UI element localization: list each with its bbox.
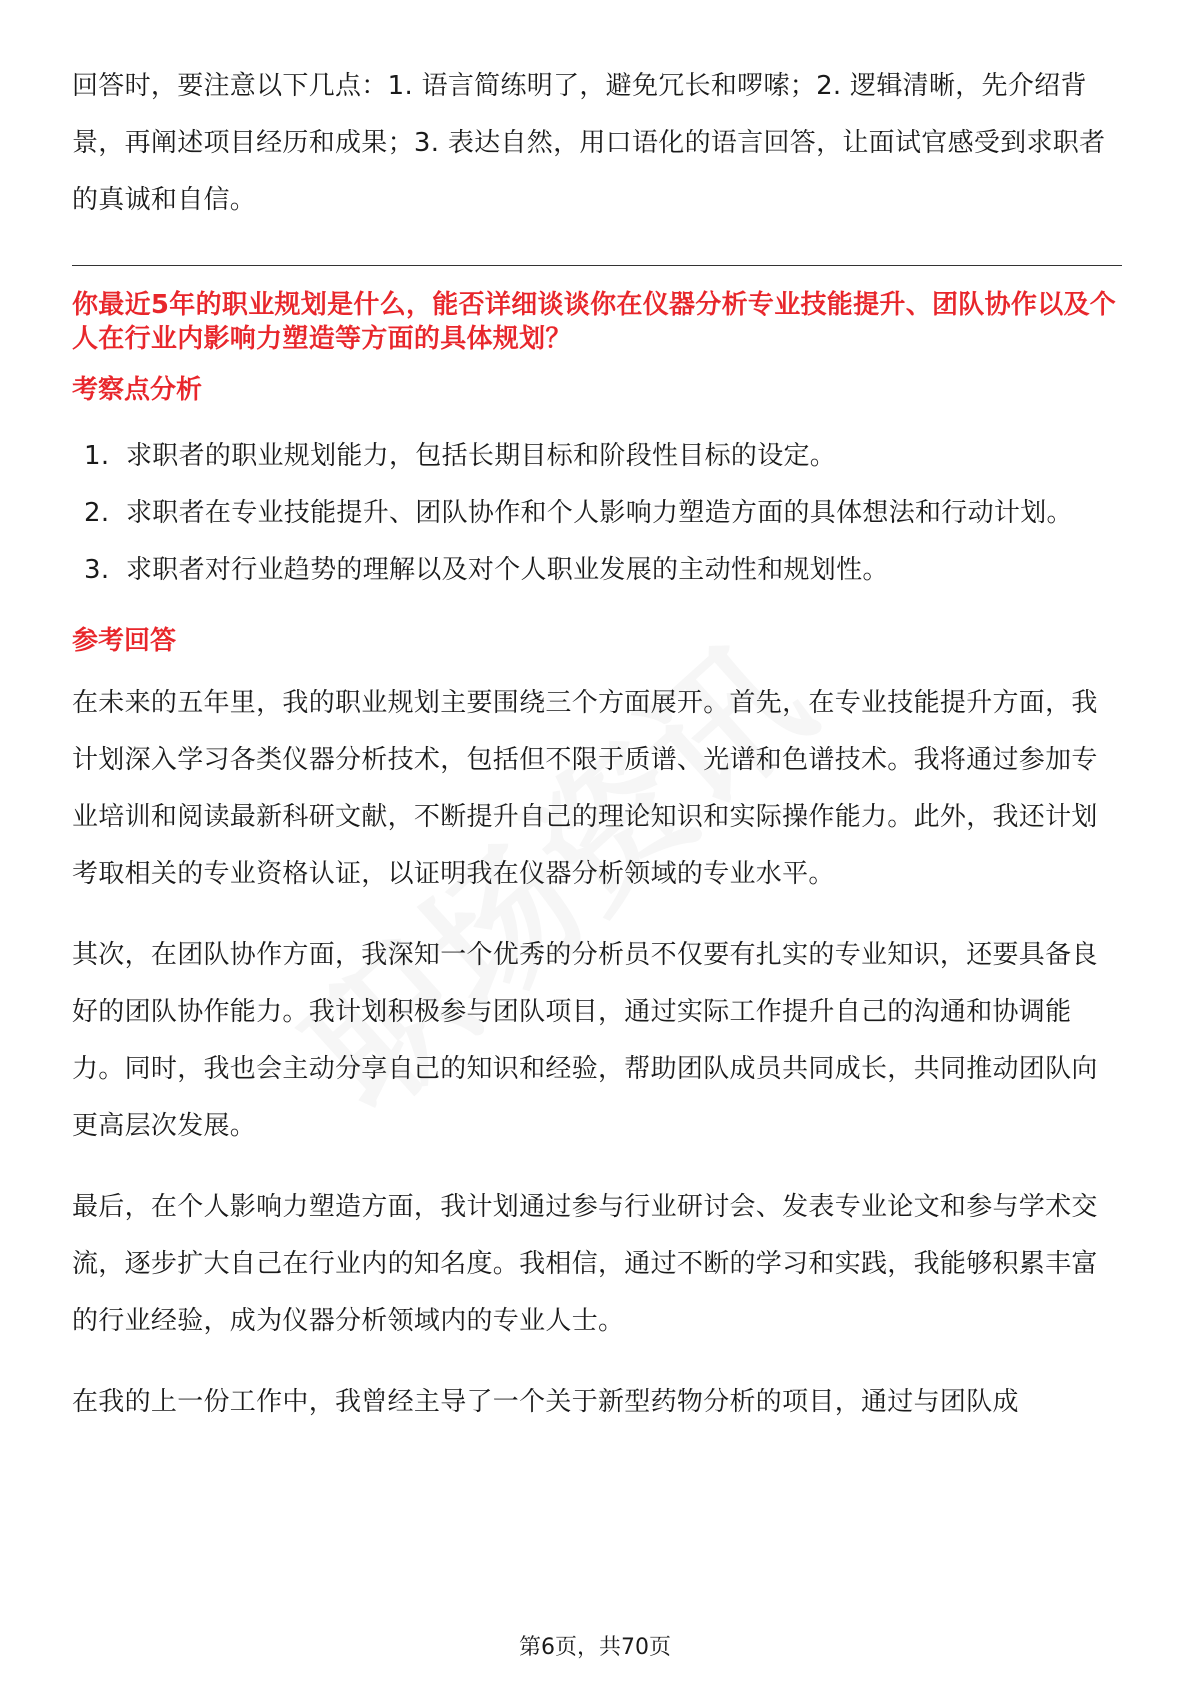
answer-paragraph: 最后，在个人影响力塑造方面，我计划通过参与行业研讨会、发表专业论文和参与学术交流，逐步扩大自己在行业内的知名度。我相信，通过不断的学习和实践，我能够积累丰富的行业经验，成为仪器分析领域内的专业人士。	[72, 1192, 1098, 1336]
page-number: 第6页，共70页	[519, 1635, 671, 1660]
list-item-text: 求职者的职业规划能力，包括长期目标和阶段性目标的设定。	[126, 441, 837, 471]
list-item-number: 2.	[84, 498, 110, 528]
list-item-number: 3.	[84, 555, 110, 585]
analysis-points-list	[72, 428, 1122, 599]
list-item	[72, 542, 1122, 599]
list-item	[72, 485, 1122, 542]
intro-paragraph: 回答时，要注意以下几点：1. 语言简练明了，避免冗长和啰嗦；2. 逻辑清晰，先介绍背景，再阐述项目经历和成果；3. 表达自然，用口语化的语言回答，让面试官感受到求职者的真诚和自信。	[72, 71, 1106, 215]
analysis-heading: 考察点分析	[72, 375, 203, 405]
answer-heading: 参考回答	[72, 626, 177, 656]
list-item-text: 求职者对行业趋势的理解以及对个人职业发展的主动性和规划性。	[126, 555, 889, 585]
answer-paragraph: 在我的上一份工作中，我曾经主导了一个关于新型药物分析的项目，通过与团队成	[72, 1387, 1019, 1417]
list-item	[72, 428, 1122, 485]
list-item-text: 求职者在专业技能提升、团队协作和个人影响力塑造方面的具体想法和行动计划。	[126, 498, 1073, 528]
answer-paragraph: 其次，在团队协作方面，我深知一个优秀的分析员不仅要有扎实的专业知识，还要具备良好的团队协作能力。我计划积极参与团队项目，通过实际工作提升自己的沟通和协调能力。同时，我也会主动分享自己的知识和经验，帮助团队成员共同成长，共同推动团队向更高层次发展。	[72, 940, 1098, 1141]
answer-body	[72, 675, 1122, 1431]
section-divider	[72, 265, 1122, 266]
answer-paragraph: 在未来的五年里，我的职业规划主要围绕三个方面展开。首先，在专业技能提升方面，我计划深入学习各类仪器分析技术，包括但不限于质谱、光谱和色谱技术。我将通过参加专业培训和阅读最新科研文献，不断提升自己的理论知识和实际操作能力。此外，我还计划考取相关的专业资格认证，以证明我在仪器分析领域的专业水平。	[72, 688, 1098, 889]
question-title: 你最近5年的职业规划是什么，能否详细谈谈你在仪器分析专业技能提升、团队协作以及个人在行业内影响力塑造等方面的具体规划？	[72, 290, 1117, 354]
document-page	[72, 58, 1122, 1431]
list-item-number: 1.	[84, 441, 110, 471]
